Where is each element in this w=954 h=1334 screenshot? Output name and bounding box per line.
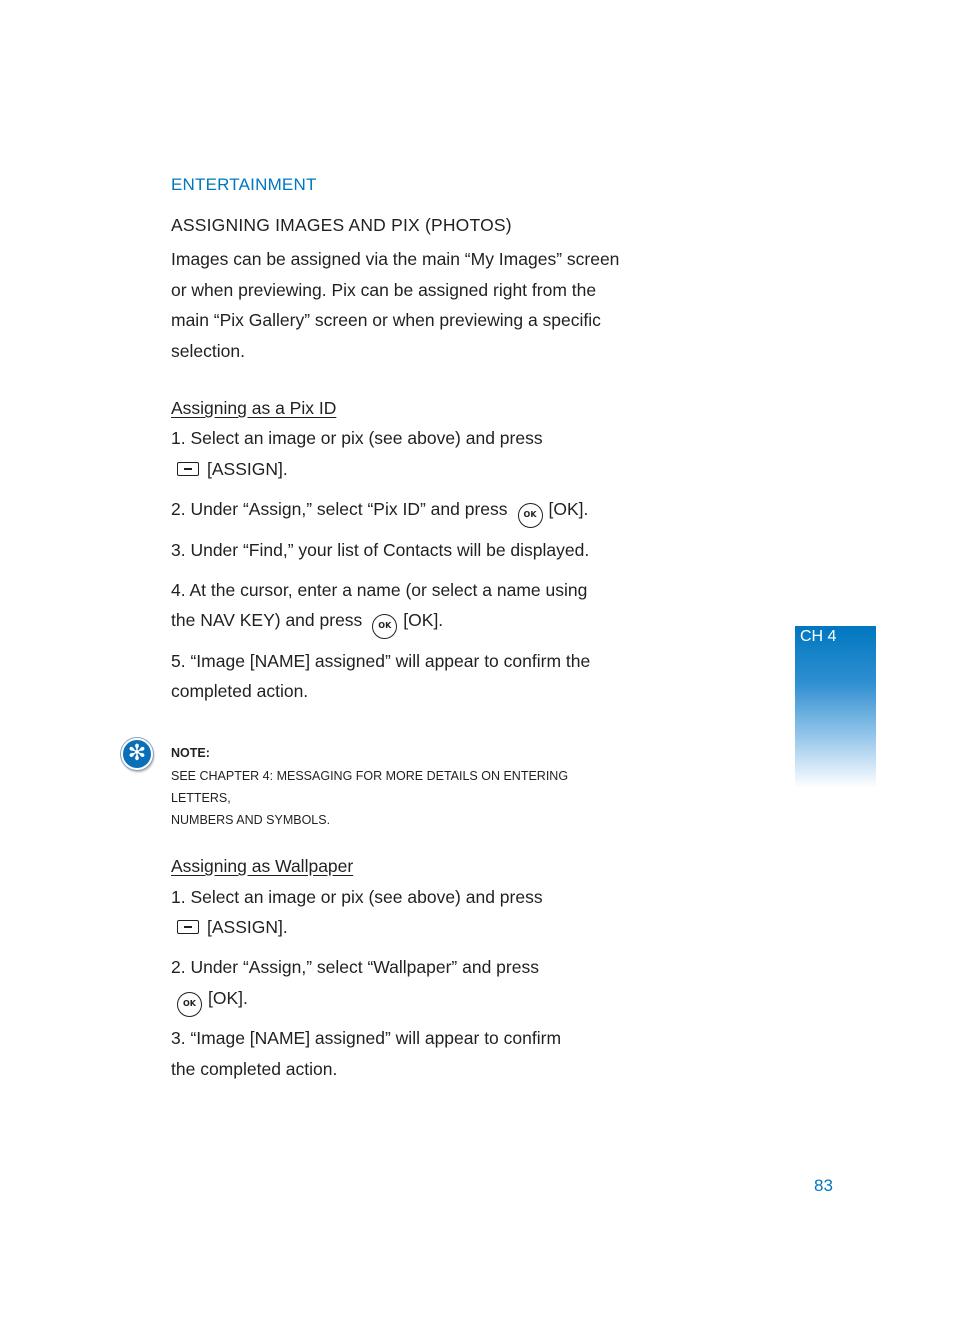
ok-key-icon: OK xyxy=(372,614,397,639)
pix-id-step-1: 1. Select an image or pix (see above) and press xyxy=(171,428,543,448)
pix-id-step-4-cont: the NAV KEY) and press OK [OK]. xyxy=(171,610,443,639)
page-number: 83 xyxy=(814,1176,833,1195)
note-text: SEE CHAPTER 4: MESSAGING FOR MORE DETAILS ON ENTERING LETTERS, NUMBERS AND SYMBOLS. xyxy=(171,769,569,827)
wallpaper-step-2-cont: OK [OK]. xyxy=(171,988,248,1017)
soft-key-icon xyxy=(177,920,199,934)
pix-id-step-5-cont: completed action. xyxy=(171,681,309,701)
chapter-tab-label: CH 4 xyxy=(800,628,837,645)
ok-key-icon: OK xyxy=(177,992,202,1017)
pix-id-subheading: Assigning as a Pix ID xyxy=(171,398,337,418)
wallpaper-subheading: Assigning as Wallpaper xyxy=(171,856,354,876)
pix-id-step-4: 4. At the cursor, enter a name (or select a name using xyxy=(171,580,588,600)
page-heading: ASSIGNING IMAGES AND PIX (PHOTOS) xyxy=(171,215,512,235)
pix-id-step-5: 5. “Image [NAME] assigned” will appear to confirm the xyxy=(171,651,591,671)
wallpaper-step-2: 2. Under “Assign,” select “Wallpaper” and press xyxy=(171,957,539,977)
soft-key-icon xyxy=(177,462,199,476)
pix-id-step-3: 3. Under “Find,” your list of Contacts will be displayed. xyxy=(171,540,590,560)
wallpaper-step-3-cont: the completed action. xyxy=(171,1059,338,1079)
chapter-tab xyxy=(795,626,876,788)
pix-id-step-2: 2. Under “Assign,” select “Pix ID” and press OK [OK]. xyxy=(171,499,588,528)
intro-paragraph: Images can be assigned via the main “My Images” screen or when previewing. Pix can be assigned right from the main “Pix Gallery” screen or when previewing a specific selection. xyxy=(171,249,620,361)
wallpaper-step-3: 3. “Image [NAME] assigned” will appear to confirm xyxy=(171,1028,562,1048)
note-label: NOTE: xyxy=(171,746,210,760)
note-asterisk-icon: ✻ xyxy=(121,738,153,770)
pix-id-step-1-cont: [ASSIGN]. xyxy=(171,459,288,480)
ok-key-icon: OK xyxy=(518,503,543,528)
wallpaper-step-1: 1. Select an image or pix (see above) and press xyxy=(171,887,543,907)
section-title: ENTERTAINMENT xyxy=(171,175,317,194)
wallpaper-step-1-cont: [ASSIGN]. xyxy=(171,917,288,938)
